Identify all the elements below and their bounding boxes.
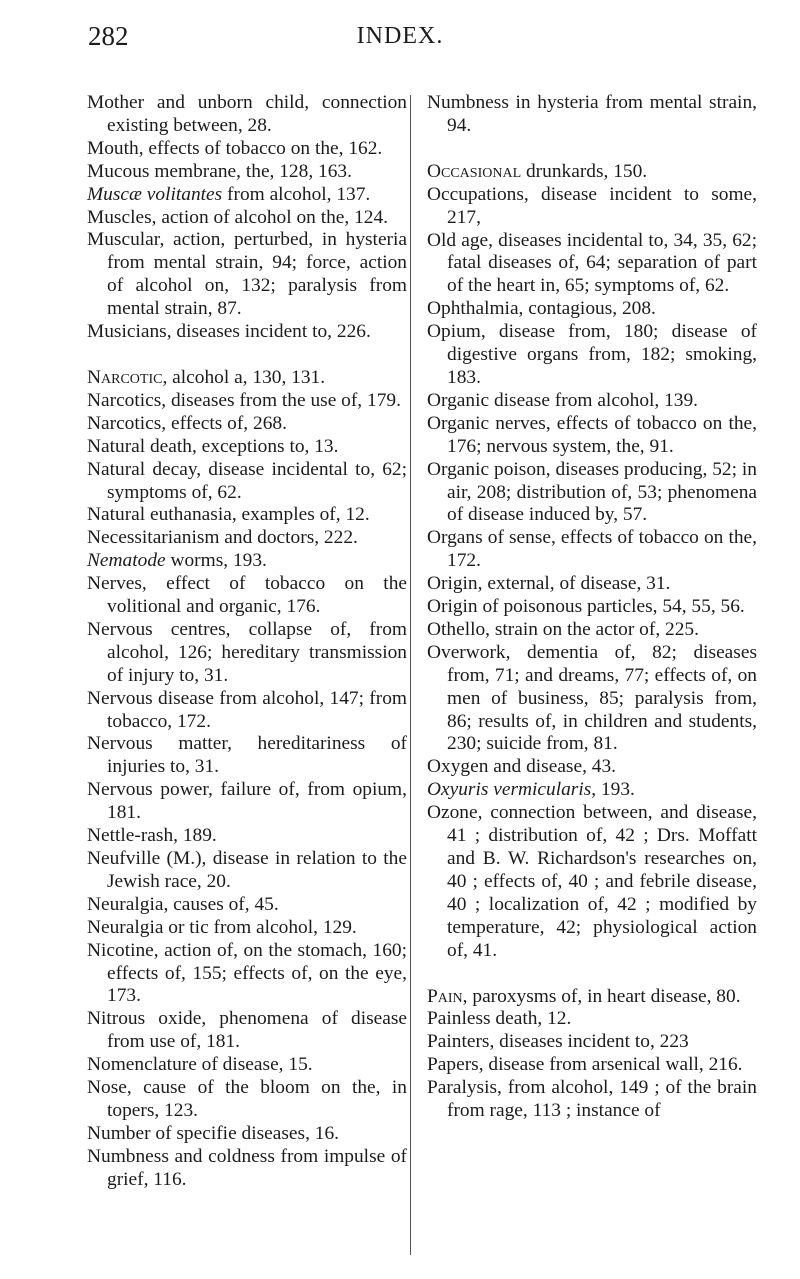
entry-text: Ophthalmia, contagious, 208. [427, 298, 656, 320]
entry-text: Narcotics, diseases from the use of, 179. [87, 389, 401, 411]
entry-text: Nervous power, failure of, from opium, 181. [87, 779, 407, 824]
entry-text: Number of specifie diseases, 16. [87, 1122, 340, 1144]
entry-text: Nomenclature of disease, 15. [87, 1054, 313, 1076]
index-entry [87, 1054, 407, 1077]
index-entry [87, 550, 407, 573]
index-entry [427, 1008, 757, 1031]
entry-text: Nervous matter, hereditariness of injuries to, 31. [87, 733, 407, 778]
index-entry [427, 1077, 757, 1123]
index-entry [427, 230, 757, 299]
index-entry [427, 413, 757, 459]
entry-text: Oxygen and disease, 43. [427, 756, 617, 778]
entry-text: Nicotine, action of, on the stomach, 160; effects of, 155; effects of, on the eye, 173. [87, 939, 407, 1007]
index-entry [87, 527, 407, 550]
index-entry [87, 894, 407, 917]
entry-text: Origin, external, of disease, 31. [427, 573, 671, 595]
index-entry [87, 436, 407, 459]
entry-text: Muscles, action of alcohol on the, 124. [87, 206, 389, 228]
entry-text: Ozone, connection between, and disease, 41 ; distribution of, 42 ; Drs. Moffatt and B. W. Richardson's researches on, 40 ; effects of, 40 ; and febrile disease, 40 ; localization of, 42 ; modified by temperature, 42; physiological action of, 41. [427, 802, 757, 961]
column-divider [410, 95, 411, 1255]
entry-italic-term: Oxyuris vermicularis [427, 779, 592, 801]
entry-text: Painters, diseases incident to, 223 [427, 1031, 689, 1053]
entry-text: Narcotics, effects of, 268. [87, 412, 287, 434]
index-column-left [87, 92, 407, 1192]
entry-lead-word: Occasional [427, 160, 522, 182]
index-entry [87, 917, 407, 940]
index-entry [427, 573, 757, 596]
entry-text: Mouth, effects of tobacco on the, 162. [87, 137, 383, 159]
entry-text: Painless death, 12. [427, 1008, 572, 1030]
entry-text: Nettle-rash, 189. [87, 825, 217, 847]
index-entry [87, 1008, 407, 1054]
index-entry [427, 92, 757, 138]
entry-text: from alcohol, 137. [222, 183, 371, 205]
entry-italic-term: Nematode [87, 550, 166, 572]
index-entry [427, 1054, 757, 1077]
entry-text: Nerves, effect of tobacco on the volitional and organic, 176. [87, 573, 407, 618]
index-entry [87, 1146, 407, 1192]
index-entry [427, 1031, 757, 1054]
index-entry [87, 779, 407, 825]
entry-text: Paralysis, from alcohol, 149 ; of the brain from rage, 113 ; instance of [427, 1077, 757, 1122]
entry-text: Mucous membrane, the, 128, 163. [87, 160, 352, 182]
index-entry [427, 779, 757, 802]
entry-text: , paroxysms of, in heart disease, 80. [462, 985, 741, 1007]
entry-text: Nose, cause of the bloom on the, in topers, 123. [87, 1077, 407, 1121]
page-title: INDEX. [356, 23, 444, 49]
index-entry [427, 619, 757, 642]
entry-text: Occupations, disease incident to some, 217, [427, 183, 757, 228]
index-entry [87, 1123, 407, 1146]
index-entry [87, 848, 407, 894]
index-entry [87, 92, 407, 138]
entry-text: Othello, strain on the actor of, 225. [427, 618, 699, 640]
index-entry [87, 138, 407, 161]
index-entry [87, 321, 407, 344]
entry-text: Nervous centres, collapse of, from alcohol, 126; hereditary transmission of injury to, 31. [87, 618, 407, 686]
index-entry [87, 367, 407, 390]
entry-text: Papers, disease from arsenical wall, 216. [427, 1054, 743, 1076]
index-entry [427, 756, 757, 779]
index-entry [427, 161, 757, 184]
index-entry [87, 733, 407, 779]
index-entry [87, 413, 407, 436]
index-entry [87, 825, 407, 848]
entry-text: Necessitarianism and doctors, 222. [87, 527, 358, 549]
index-entry [87, 390, 407, 413]
entry-text: , alcohol a, 130, 131. [162, 366, 326, 388]
entry-text: Organic disease from alcohol, 139. [427, 389, 699, 411]
entry-text: Neuralgia or tic from alcohol, 129. [87, 916, 357, 938]
index-entry [427, 184, 757, 230]
entry-text: Neuralgia, causes of, 45. [87, 893, 279, 915]
entry-text: worms, 193. [165, 550, 267, 572]
page-number: 282 [88, 21, 129, 51]
index-entry [87, 1077, 407, 1123]
page-header [0, 6, 800, 66]
index-entry [427, 390, 757, 413]
index-entry [427, 986, 757, 1009]
index-entry [87, 619, 407, 688]
index-entry [87, 940, 407, 1009]
entry-text: Mother and unborn child, connection existing between, 28. [87, 92, 407, 136]
entry-text: Numbness in hysteria from mental strain, 94. [427, 92, 757, 136]
index-entry [87, 504, 407, 527]
entry-text: Organs of sense, effects of tobacco on the, 172. [427, 527, 757, 572]
index-entry [87, 184, 407, 207]
index-column-right [427, 92, 757, 1123]
entry-text: Neufville (M.), disease in relation to the Jewish race, 20. [87, 848, 407, 892]
index-entry [87, 161, 407, 184]
entry-text: Numbness and coldness from impulse of grief, 116. [87, 1145, 407, 1190]
index-entry [87, 229, 407, 321]
entry-text: Natural euthanasia, examples of, 12. [87, 504, 370, 526]
entry-text: Opium, disease from, 180; disease of digestive organs from, 182; smoking, 183. [427, 321, 757, 388]
index-entry [427, 527, 757, 573]
index-entry [87, 688, 407, 734]
index-entry [87, 573, 407, 619]
index-entry [87, 207, 407, 230]
entry-text: Overwork, dementia of, 82; diseases from, 71; and dreams, 77; effects of, on men of business, 85; paralysis from, 86; results of, in children and students, 230; suicide from, 81. [427, 641, 757, 755]
entry-text: drunkards, 150. [521, 160, 648, 182]
entry-italic-term: Muscæ volitantes [87, 183, 223, 205]
index-entry [87, 459, 407, 505]
index-entry [427, 459, 757, 528]
entry-text: Old age, diseases incidental to, 34, 35, 62; fatal diseases of, 64; separation of part of the heart in, 65; symptoms of, 62. [427, 229, 757, 297]
entry-lead-word: Pain [427, 985, 463, 1007]
entry-text: Organic poison, diseases producing, 52; in air, 208; distribution of, 53; phenomena of disease induced by, 57. [427, 458, 757, 526]
entry-text: Nervous disease from alcohol, 147; from tobacco, 172. [87, 687, 407, 732]
entry-text: , 193. [591, 779, 635, 801]
entry-text: Muscular, action, perturbed, in hysteria from mental strain, 94; force, action of alcohol on, 132; paralysis from mental strain, 87. [87, 229, 407, 320]
entry-lead-word: Narcotic [87, 366, 163, 388]
entry-text: Origin of poisonous particles, 54, 55, 56. [427, 596, 745, 618]
entry-text: Musicians, diseases incident to, 226. [87, 321, 371, 343]
entry-text: Natural decay, disease incidental to, 62; symptoms of, 62. [87, 458, 407, 503]
index-entry [427, 596, 757, 619]
entry-text: Natural death, exceptions to, 13. [87, 435, 339, 457]
entry-text: Nitrous oxide, phenomena of disease from use of, 181. [87, 1008, 407, 1053]
index-entry [427, 298, 757, 321]
index-entry [427, 802, 757, 962]
index-entry [427, 321, 757, 390]
entry-text: Organic nerves, effects of tobacco on the, 176; nervous system, the, 91. [427, 412, 757, 457]
index-entry [427, 642, 757, 757]
